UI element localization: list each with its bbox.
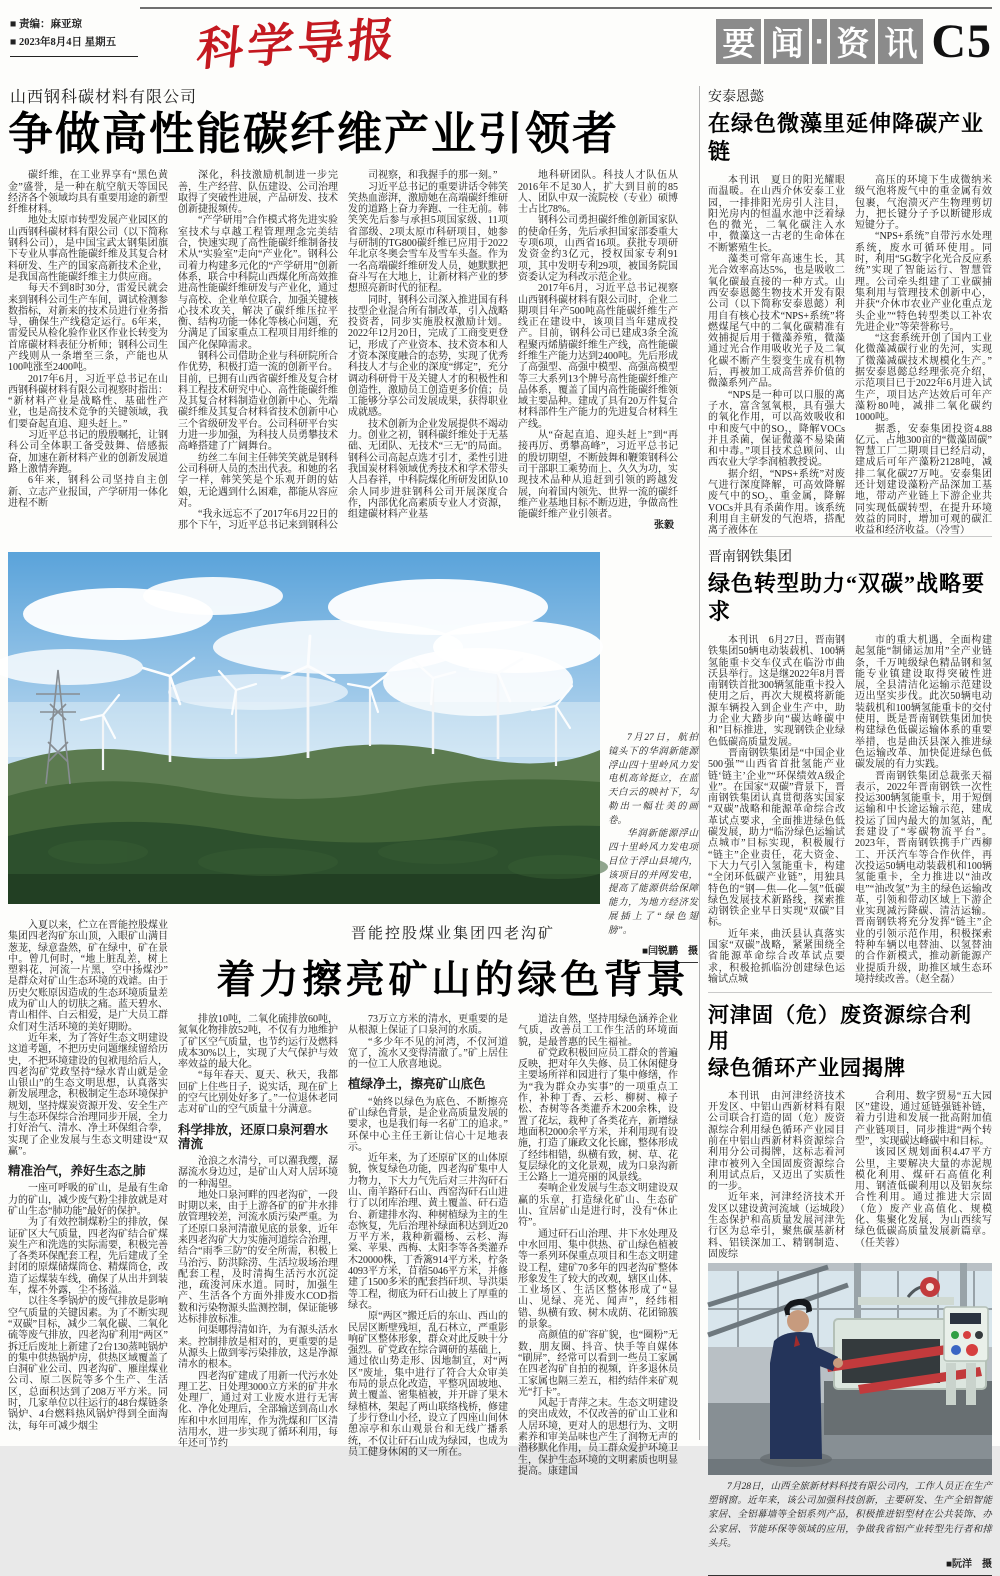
paragraph: 合利用、数字贸易“五大园区”建设，通过延链强链补链，着力引进和发展一批高附加值产业链项目，同步推进“两个转型”，实现碳达峰碳中和目标。 [855,1090,992,1147]
editor-date-block [10,16,138,57]
paragraph: “我永远忘不了2017年6月22日的那个下午，习近平总书记来到钢科公 [178,509,338,532]
lead-headline: 争做高性能碳纤维产业引领者 [8,109,620,159]
date-label: ■ 2023年8月4日 星期五 [10,36,117,48]
paragraph: 据介绍，“NPS+系统”对废气进行深度降解，可高效降解废气中的SO₂、重金属，降解VOCs并具有杀菌作用。该系统利用自主研发的气泡塔，搭配离子液体在 [708,468,845,537]
photo2-caption [708,1480,992,1551]
paragraph: 高压的环境下生成微纳米级气泡将废气中的重金属有效包裹，气泡溃灭产生物理剪切力，把长键分子予以断键形成短键分子。 [855,175,992,232]
park-body [708,1090,992,1260]
lead-column-4 [518,170,678,536]
mine-headline-block [208,922,698,1005]
paragraph: 习近平总书记的殷殷嘱托，让钢科公司全体职工备受鼓舞、倍感振奋，加速在新材料产业的创新发展道路上激情奔跑。 [8,430,168,475]
paragraph: 本刊讯 由河津经济技术开发区、中铝山西新材料有限公司联合打造的固（危）废资源综合利用绿色循环产业园目前在中铝山西新材料资源综合利用分公司揭牌，这标志着河津市被列入全国固废资源综合利用试点后，又迈出了实质性的一步。 [708,1090,845,1193]
section-char: 闻 [764,19,809,64]
paragraph: 华润新能源浮山四十里岭风力发电项目位于浮山县境内，该项目的并网发电，提高了能源供给保障能力，为地方经济发展插上了“绿色翅膀”。 [608,829,698,936]
paragraph: 7月27日，航拍镜头下的华润新能源浮山四十里岭风力发电机高耸挺立，在蓝天白云的映衬下，勾勒出一幅壮美的画卷。 [608,733,698,826]
mine-body [178,1014,678,1477]
steel-article [708,546,992,983]
paragraph: 风起于青萍之末。生态文明建设的突出成效，不仅改善的矿山工业和人居环境，更对人的思想行为、文明素养和审美品味也产生了润物无声的潜移默化作用，员工群众爱护环境卫生，保护生态环境的文明素质也明显提高。康建国 [518,1398,678,1477]
factory-worker-photo [708,1263,992,1475]
paragraph: 四老沟矿建成了用新一代污水处理工艺、日处理3000立方米的矿井水处理厂，通过对工业废水进行无害化、净化处理后，全部输送到高山水库和中水回用库，作为洗煤和厂区清洁用水，进一步实现了循环利用，每年还可节约 [178,1370,338,1450]
lead-kicker: 山西钢科碳材料有限公司 [10,89,198,106]
section-char: 要 [716,19,761,64]
paragraph: 藻类可常年高速生长，其光合效率高达5%，也是吸收二氧化碳最直接的一种方式。山西安泰恩懿生物技术开发有限公司（以下简称安泰恩懿）利用自有核心技术“NPS+系统”将燃煤尾气中的二氧化碳精准有效捕捉后用于微藻养殖，微藻通过光合作用吸收光子及二氧化碳不断产生裂变生成有机物后，再被加工成高营养价值的微藻系列产品。 [708,254,845,390]
editor-label: ■ 责编：麻亚琼 [10,19,82,30]
paragraph: “每年春天、夏天、秋天，我都回矿上住些日子，说实话，现在矿上的空气比别处好多了。”一位退休老同志对矿山的空气质量十分满意。 [178,1070,338,1116]
wind-farm-photo [8,552,600,904]
photo1-credit: ■闫锐鹏 摄 [608,942,698,963]
mine-kicker: 晋能控股煤业集团四老沟矿 [350,926,555,942]
paragraph: 道法自然，坚持用绿色涵养企业气质，改善员工工作生活的环境面貌，是最普惠的民生福祉。 [518,1014,678,1048]
section-char: 讯 [878,19,923,64]
paragraph: 深化，科技激励机制进一步完善，生产经营、队伍建设、公司治理取得了突破性进展，产品研发、技术创新捷报频传。 [178,170,338,216]
header-top-rule [140,7,992,9]
paragraph: 入夏以来，伫立在晋能控股煤业集团四老沟矿东山顶，入眼矿山满目葱茏，绿意盎然，矿在绿中，矿在景中。曾几何时，“地上脏乱差，树上塑料花，河流一片黑，空中扬煤沙”是群众对矿山生态环境的戏谑。由于历史欠账原因造成的生态环境质量差成为矿山人的切肤之痛。蓝天碧水、青山相伴、白云相爱，是广大员工群众们对生活环境的美好期盼。 [8,920,168,1033]
paragraph: 地科研团队。科技人才队伍从2016年不足30人，扩大到目前的85人、团队中双一流院校（专业）硕博士占比78%。 [518,170,678,216]
lead-article [8,84,698,536]
lead-column-3 [348,170,508,536]
paragraph: 高颜值的矿容矿貌，也“圈粉”无数，朋友圈、抖音、快手等自媒体“刷屏”，经常可以看到一些员工家属在四老沟矿自拍的视频，许多退休员工家属也隔三差五，相约结伴来矿观光“打卡”。 [518,1330,678,1398]
paragraph: 晋南钢铁集团总裁张天福表示，2022年晋南钢铁一次性投运300辆氢能重卡，用于短倒运输和中长途运输示范，建成投运了国内最大的加氢站，配套建设了“零碳物流平台”。2023年，晋南钢铁携手广西柳工、开沃汽车等合作伙伴，再次投运50辆电动装载机和100辆氢能重卡，全力推进以“油改电”“油改氢”为主的绿色运输改革，引领和带动区域上下游企业实现减污降碳、清洁运输。晋南钢铁将充分发挥“链主”企业的引领示范作用，积极探索特种车辆以电替油、以氢替油的合作新模式，推动新能源产业提质升级，助推区域生态环境持续改善。（赵全磊） [855,770,992,985]
park-column-2 [855,1091,992,1257]
paragraph: 同时，钢科公司深入推进国有科技型企业混合所有制改革，引入战略投资者，同步实施股权激励计划。2022年12月20日，完成了工商变更登记，形成了产业资本、技术资本和人才资本深度融合的态势，实现了优秀科技人才与企业的深度“绑定”，充分调动科研骨干及关键人才的积极性和创造性，激励员工创造更多价值；员工能够分享公司发展成果，获得职业成就感。 [348,294,508,419]
paragraph: “产学研用”合作模式将先进实验室技术与卓越工程管理理念完美结合，快速实现了高性能碳纤维制备技术从“实验室”走向“产业化”。钢科公司着力构建多元化的“产学研用”创新体系，联合中科院山西煤化所高效推进高性能碳纤维研发与产业化，通过与高校、企业单位联合，加强关键核心技术攻关，解决了碳纤维压拉平衡、结构功能一体化等核心问题，充分满足了国家重点工程项目用纤维的国产化保障需求。 [178,215,338,351]
steel-column-2 [855,635,992,983]
paragraph: 地处太原市转型发展产业园区的山西钢科碳材料有限公司（以下简称钢科公司），是中国宝武太钢集团旗下专业从事高性能碳纤维及其复合材料研发、生产的国家高新技术企业，是我国高性能碳纤维主力供应商。 [8,215,168,283]
paragraph: 该园区规划面积4.47平方公里，主要解决大量的赤泥规模化利用、煤矸石高值化利用、钢渣低碳利用以及铝灰综合性利用。通过推进大宗固（危）废产业高值化、规模化、集聚化发展，为山西续写绿色低碳高质量发展新篇章。（任芙蓉） [855,1147,992,1249]
photo2-caption-block [708,1480,992,1576]
section-strip [713,14,992,69]
algae-column-2 [855,175,992,537]
masthead-logo: 科学导报 [194,13,401,76]
paragraph: 为了有效控制煤粉尘的排放，保证矿区大气质量，四老沟矿结合矿煤炭生产和洗选的实际需要，积极完善了各类环保配套工程，先后建成了全封闭的原煤储煤筒仓、精煤筒仓，改造了运煤装车线，确保了从出井到装车，煤不外露，尘不扬溢。 [8,1217,168,1297]
paragraph: “NPS是一种可以口服的离子水，富含氢氧根，具有强大的氧化作用，可以高效吸收和中和废气中的SO₂，降解VOCs并且杀菌，保证微藻不易染菌和中毒。”项目技术总顾问、山西农业大学李润植教授说。 [708,389,845,469]
paragraph: 排放10吨，二氧化硫排放60吨，氮氧化物排放52吨，不仅有力地维护了矿区空气质量，也节约运行及燃料成本30%以上，实现了大气保护与效率效益的最大化。 [178,1014,338,1071]
paragraph: “NPS+系统”自带污水处理系统，废水可循环使用。同时，利用“5G数字化光合反应系统”实现了智能运行、智慧管理。公司牵头组建了工业碳捕集利用与管理技术创新中心，并获“介休市农业产业化重点龙头企业”“特色转型类以工补农先进企业”等荣誉称号。 [855,231,992,333]
mine-headline: 着力擦亮矿山的绿色背景 [216,959,690,1002]
paragraph: 从“奋起直追、迎头赶上”到“再接再厉、勇攀高峰”，习近平总书记的殷切期望，不断鼓舞和鞭策钢科公司干部职工乘势而上、久久为功，实现技术品种从追赶到引领的跨越发展，向着国内领先、世界一流的碳纤维产业基地目标不断迈进，争做高性能碳纤维产业引领者。 [518,430,678,521]
paragraph: “始终以绿色为底色、不断擦亮矿山绿色背景，是企业高质量发展的要求，也是我们每一名矿工的追求。”环保中心主任王新让信心十足地表示。 [348,1096,508,1153]
photo1-caption [608,732,698,938]
section-char: 资 [830,19,875,64]
photo2-credit: ■阮洋 摄 [708,1555,992,1576]
paragraph: 奏响企业发展与生态文明建设双赢的乐章，打造绿化矿山、生态矿山、宜居矿山是进行时，没有“休止符”。 [518,1183,678,1229]
paragraph: 一座可呼吸的矿山，是最有生命力的矿山，减少废气粉尘排放就是对矿山生态“肺功能”最好的保护。 [8,1183,168,1217]
paragraph: 近年来，曲沃县认真落实国家“双碳”战略，紧紧围绕全省能源革命综合改革试点要求，积极抢抓临汾创建绿色运输试点城 [708,928,845,985]
park-column-1 [708,1090,845,1260]
paragraph: 以往冬季锅炉的废气排放是影响空气质量的关键因素。为了不断实现“双碳”目标，减少二氧化碳、二氧化硫等废气排放，四老沟矿利用“两区”拆迁后废址上新建了2台130蒸吨锅炉的集中供热锅炉房，供热区域覆盖了白洞矿业公司、四老沟矿、雁崖煤业公司、原二医院等多个生产、生活区，总面积达到了208万平方米。同时，几家单位以往运行的48台煤链条锅炉、4台燃料热风锅炉得到全面淘汰，每年可减少烟尘 [8,1296,168,1432]
park-article [708,1002,992,1260]
section-dot: · [812,19,827,64]
paragraph: 矿党政积极回应员工群众的普遍反映，把对年久失修、员工休闲健身主要场所祥和园进行了集中修缮，作为“我为群众办实事”的一项重点工作，补种丁香、云杉、柳树、樟子松、杏树等各类灌乔木200余株，设置了花坛，栽种了各类花卉，新增绿地面积2000余平方米，并利用现有设施，打造了廉政文化长廊，整体形成了经纬相错，纵横有致，树、草、花复层绿化的文化景观，成为口泉沟新王公路上一道亮丽的风景线。 [518,1047,678,1184]
park-headline-line2: 绿色循环产业园揭牌 [708,1055,906,1080]
paragraph: 钢科公司借助企业与科研院所合作优势，积极打造一流的创新平台。目前，已拥有山西省碳纤维及复合材料工程技术研究中心、高性能碳纤维及其复合材料制造业创新中心、先端碳纤维及其复合材料省技术创新中心三个省级研发平台。公司科研平台实力进一步加强，为科技人员勇攀技术高峰搭建了广阔舞台。 [178,351,338,453]
mine-column-4 [518,1014,678,1477]
steel-body [708,635,992,983]
paragraph: 纺丝二车间主任韩笑笑就是钢科公司科研人员的杰出代表。和她的名字一样，韩笑笑是个乐观开朗的姑娘，无论遇到什么困难，都能从容应对。 [178,452,338,509]
paragraph: 市的重大机遇，全面构建起氢能“制储运加用”全产业链条，千万吨级绿色精品钢和氢能专业镇建设取得突破性进展，全县清洁化运输示范建设迈出坚实步伐。此次50辆电动装载机和100辆氢能重卡的交付使用，既是晋南钢铁集团加快构建绿色低碳运输体系的重要举措，也是曲沃县深入推进绿色运输改革、加快促进绿色低碳发展的有力实践。 [855,635,992,771]
paragraph: “这套系统开创了国内工业化微藻减碳行业的先河，实现了微藻减碳技术规模化生产。”据安泰恩懿总经理张亮介绍，示范项目已于2022年6月进入试生产，项目达产达效后可年产藻粉80吨，减排二氧化碳约1000吨。 [855,333,992,424]
paragraph: 据悉，安泰集团投资4.88亿元、占地300亩的“微藻固碳”智慧工厂二期项目已经启动，建成后可年产藻粉2128吨，减排二氧化碳27万吨。安泰集团还计划建设藻粉产品深加工基地，带动产业链上下游企业共同实现低碳转型，在提升环境效益的同时，增加可观的碳汇收益和经济收益。（冷雪） [855,423,992,537]
mine-column-2 [178,1014,338,1450]
paragraph: 本刊讯 夏日的阳光耀眼而温暖。在山西介休安泰工业园，一排排阳光房引人注目，阳光房内的恒温水池中泛着绿色的微光，二氧化碳注入水中，微藻这一古老的生命体在不断繁殖生长。 [708,175,845,254]
subheading: 科学排放，还原口泉河碧水清流 [178,1122,329,1151]
column-divider-rule [699,86,700,1440]
paragraph: 7月28日，山西全旅新材料科技有限公司内，工作人员正在生产塑钢窗。近年来，该公司加强科技创新，主要研发、生产全铝智能家居、全铝幕墙等全铝系列产品，积极推进铝型材在公共装饰、办公家居、节能环保等领域的应用，争做我省铝产业转型先行者和排头兵。 [708,1481,992,1549]
park-headline-line1: 河津固（危）废资源综合利用 [708,1003,972,1054]
paragraph: 2017年6月，习近平总书记在山西钢科碳材料有限公司视察时指出：“新材料产业是战略性、基础性产业，也是高技术竞争的关键领域，我们要奋起直追、迎头赶上。” [8,373,168,430]
algae-kicker: 安泰恩懿 [708,90,764,105]
lead-column-1 [8,170,168,536]
mine-column-1 [8,920,168,1444]
steel-headline: 绿色转型助力“双碳”战略要求 [708,571,986,624]
paragraph: 近年来，为了答好生态文明建设这道考题，不把历史问题继续留给历史，不把环境建设的包袱甩给后人，四老沟矿党政坚持“绿水青山就是金山银山”的生态文明思想，认真落实新发展理念，积极制定生态环境保护规划，坚持煤炭资源开发、安全生产与生态环保综合治理同步开展，全力打好治气、清水、净土环保组合拳，实现了企业发展与生态文明建设“双赢”。 [8,1032,168,1157]
algae-column-1 [708,175,845,537]
paragraph: 问渠哪得清如许，为有源头活水来。控制排放是相对的，更重要的是从源头上做到零污染排放，这是净源清水的根本。 [178,1325,338,1371]
paragraph: 近年来，为了还原矿区的山体原貌，恢复绿色功能，四老沟矿集中人力物力，下大力气先后对三井沟矸石山、南羊路矸石山、西窑沟矸石山进行了以闭库治理、黄土覆盖、矸石造台、新建排水沟、种树植绿为主的生态恢复，先后治理补绿面积达到近20万平方米，栽种新疆杨、云杉、海棠、苹果、西梅、太阳李等各类灌乔木20000株，丁香篱914平方米，柠条4093平方米，苜蓿5046平方米，并修建了1500多米的配套挡矸坝、导洪渠等工程，彻底为矸石山披上了厚重的绿衣。 [348,1153,508,1311]
algae-headline: 在绿色微藻里延伸降碳产业链 [708,111,985,164]
paragraph: “多少年不见的河湾，不仅河道宽了，流水又变得清澈了。”矿上居住的一位工人欣喜地说。 [348,1036,508,1071]
steel-column-1 [708,635,845,983]
article-divider [708,992,992,993]
subheading: 精准治气，养好生态之肺 [8,1164,146,1179]
paragraph: 习近平总书记的重要讲话令韩笑笑热血澎湃，激励她在高端碳纤维研发的道路上奋力奔跑、一往无前。韩笑笑先后参与承担5项国家级、11项省部级、2项太原市科研项目，她参与研制的TG800碳纤维已应用于2022年北京冬奥会雪车及雪车头盔。作为一名高端碳纤维研发人员，她默默把奋斗写在大地上，让新材料产业的梦想照亮新时代的征程。 [348,181,508,295]
paragraph: 司视察，和我握手的那一刻。” [368,170,498,182]
paragraph: 地处口泉河畔的四老沟矿，一段时期以来，由于上游各矿的矿井水排放管理较差，河流水质污染严重。为了还原口泉河清澈见底的景象，近年来四老沟矿大力实施河道综合治理，结合“雨季三防”的安全所需，积极上马治污、防洪除涝、生活垃圾场治理配套工程，及时清掏生活污水沉淀池，疏浚河床水道。同时，加强生产、生活各个方面外排废水COD指数和污染物源头监测控制，保证能够达标排放标准。 [178,1189,338,1326]
byline: 张毅 [654,520,674,532]
photo1-caption-block [608,552,698,958]
lead-body [8,170,698,536]
algae-body [708,175,992,537]
wind-farm-illustration [8,552,600,904]
paragraph: 原“两区”搬迁后的东山、西山的民居区断壁残垣，乱石林立，严重影响矿区整体形象，群众对此反映十分强烈。矿党政在综合调研的基础上，通过依山势走形、因地制宜，对“两区”废址，集中进行了符合大众审美布局的景点化改造，平整巩固坡地、黄土覆盖、密集植被，并开辟了果木绿植林，架起了两山联络栈桥，修建了步行登山小径，设立了四座山间休憩凉亭和东山观景台和无线广播系统，不仅让矸石山成为绿园，也成为员工健身休闲的又一所在。 [348,1311,508,1458]
algae-article [708,86,992,537]
mine-column-3 [348,1014,508,1458]
paragraph: 2017年6月，习近平总书记视察山西钢科碳材料有限公司时，企业二期项目年产500吨高性能碳纤维生产线正在建设中，该项目当年建成投产。目前，钢科公司已建成3条全流程聚丙烯腈碳纤维生产线，高性能碳纤维生产能力达到2400吨。先后形成了高强型、高强中模型、高强高模型等三大系列13个牌号高性能碳纤维产品体系，覆盖了国内高性能碳纤维领域主要品种。建成了具有20万件复合材料部件生产能力的先进复合材料生产线。 [518,283,678,430]
page-number: C5 [931,15,992,68]
paragraph: 通过矸石山治理、井下水处理及中水回用、集中供热、矿山绿色植被等一系列环保重点项目和生态文明建设工程，建矿70多年的四老沟矿整体形象发生了较大的改观，辖区山体、工业场区、生活区整体形成了“显山、见绿、亮光、闻声”，经纬相错、纵横有致、树木成荫、花团锦簇的景象。 [518,1228,678,1331]
paragraph: 晋南钢铁集团是“中国企业500强”“山西省首批氢能产业链‘链主’企业”“环保绩效A级企业”。在国家“双碳”背景下，晋南钢铁集团认真贯彻落实国家“双碳”战略和能源革命综合改革试点要求，全面推进绿色低碳发展，助力“临汾绿色运输试点城市”目标实现，积极履行“链主”企业责任，花大资金、下大力气引入氢能重卡，构建“全闭环低碳产业链”，用独具特色的“钢—焦—化—氢”低碳绿色发展技术新路线，探索推动钢铁企业早日实现“双碳”目标。 [708,747,845,929]
paragraph: 6年来，钢科公司坚持自主创新、立志产业报国，产学研用一体化进程不断 [8,475,168,509]
paragraph: 钢科公司勇担碳纤维创新国家队的使命任务，先后承担国家部委重大专项6项，山西省16项。获批专项研发资金约3亿元，授权国家专利91项，其中发明专利29项，被国务院国资委认定为科改示范企业。 [518,215,678,283]
factory-worker-illustration [708,1263,992,1475]
right-column [708,84,992,1570]
park-headline [708,1002,992,1081]
lead-column-2 [178,170,338,536]
paragraph: 技术创新为企业发展提供不竭动力。创业之初，钢科碳纤维处于无基础、无团队、无技术“三无”的局面。钢科公司高起点选才引才，柔性引进我国炭材料领域优秀技术和学术带头人吕春祥，中科院煤化所研发团队10余人同步进驻钢科公司开展深度合作，内部优化高素质专业人才资源，组建碳材料产业基 [348,418,508,521]
paragraph: 73万立方米的清水，更重要的是从根源上保证了口泉河的水质。 [348,1014,508,1037]
paragraph: 每天不到8时30分，雷爱民就会来到钢科公司生产车间，调试检测参数指标，对新来的技术员进行业务指导，确保生产线稳定运行。6年来，雷爱民从检化验作业区作业长转变为首席碳材料表征分析师；钢科公司生产线则从一条增至三条，产能也从100吨涨至2400吨。 [8,283,168,374]
paragraph: 沧浪之水清兮，可以濯我缨，潺潺流水身边过，是矿山人对人居环境的一种渴望。 [178,1155,338,1190]
paragraph: 本刊讯 6月27日，晋南钢铁集团50辆电动装载机、100辆氢能重卡交车仪式在临汾市曲沃县举行。这是继2022年8月晋南钢铁首批300辆氢能重卡投入使用之后，再次大规模将新能源车辆投入到企业生产中，助力企业大踏步向“碳达峰碳中和”目标推进，实现钢铁企业绿色低碳高质量发展。 [708,635,845,748]
steel-kicker: 晋南钢铁集团 [708,550,792,565]
paragraph: 近年来，河津经济技术开发区以建设黄河流域（运城段）生态保护和高质量发展河津先行区为总牵引，聚焦碳基新材料、铝镁深加工、精钢制造、固废综 [708,1192,845,1260]
mine-article [8,912,698,1477]
paragraph: 碳纤维，在工业界享有“黑色黄金”盛誉，是一种在航空航天等国民经济各个领域均具有重要用途的新型纤维材料。 [8,170,168,216]
subheading: 植绿净土，擦亮矿山底色 [348,1077,486,1092]
